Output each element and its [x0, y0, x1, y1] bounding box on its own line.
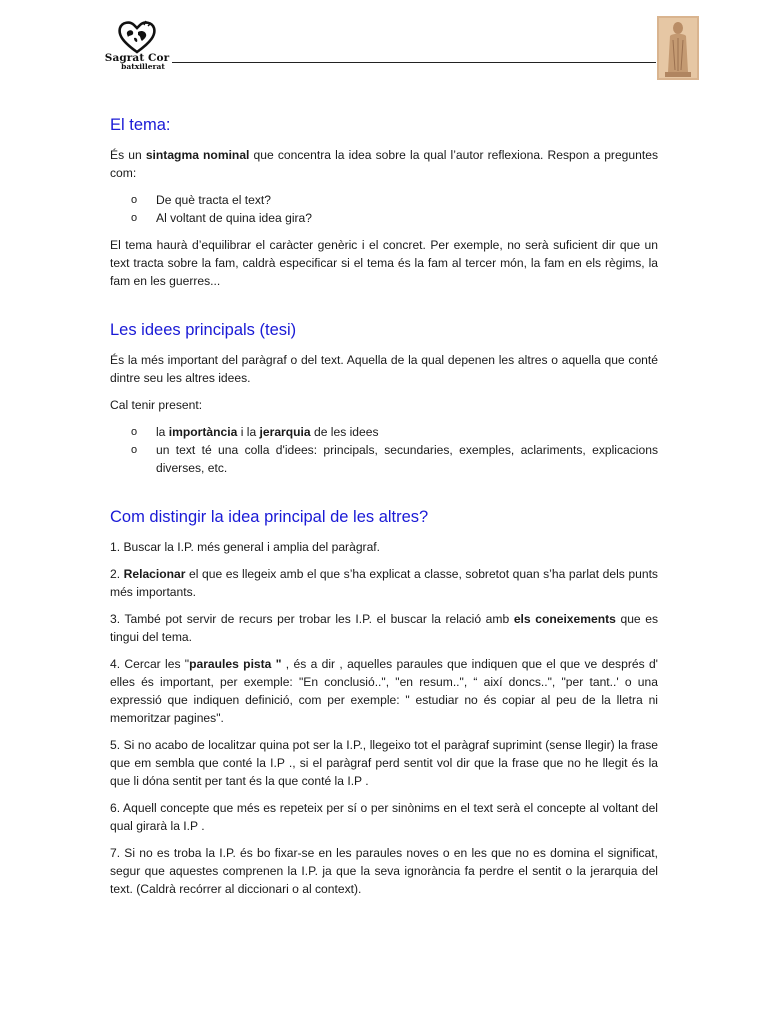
- numbered-item: 6. Aquell concepte que més es repeteix per sí o per sinònims en el text serà el concepte al voltant del qual girarà la I.P .: [110, 801, 658, 833]
- list-item: o un text té una colla d'idees: principals, secundaries, exemples, aclariments, explicacions diverses, etc.: [156, 441, 658, 477]
- text-run: la: [156, 425, 169, 439]
- text-run: que concentra la idea sobre la qual l’autor reflexiona. Respon a preguntes com:: [110, 148, 658, 180]
- section-title-idees-principals: Les idees principals (tesi): [110, 321, 297, 339]
- document-body: [110, 114, 658, 907]
- logo-name: Sagrat Cor: [104, 52, 170, 64]
- bold-term: importància: [168, 425, 238, 439]
- numbered-item: [110, 655, 658, 727]
- bold-term: Relacionar: [123, 567, 186, 581]
- paragraph: És la més important del paràgraf o del text. Aquella de la qual depenen les altres o aquella que conté dintre seu les altres idees.: [110, 353, 658, 385]
- bullet-list: [110, 423, 658, 477]
- text-run: 3. També pot servir de recurs per trobar les I.P. el buscar la relació amb: [110, 612, 514, 626]
- list-item: o Al voltant de quina idea gira?: [156, 209, 658, 227]
- paragraph: [110, 146, 658, 182]
- numbered-item: [110, 565, 658, 601]
- header-divider: [172, 62, 656, 63]
- numbered-item: 7. Si no es troba la I.P. és bo fixar-se en les paraules noves o en les que no es domina el significat, segur que aquestes comprenen la I.P. ja que la seva ignorància fa perdre el sentit o la jerarquia del text. (Caldrà recórrer al diccionari o al context).: [110, 846, 658, 896]
- text-run: 4. Cercar les ": [110, 657, 190, 671]
- paragraph: Cal tenir present:: [110, 398, 203, 412]
- numbered-item: [110, 610, 658, 646]
- bold-term: paraules pista ": [189, 657, 282, 671]
- text-run: , és a dir , aquelles paraules que indiquen que el que ve després d' elles és important, per exemple: "En conclusió..", "en resum..", “ així doncs..", "per tant..' o una expressió que indiquen definició, com per exemple: " estudiar no és copiar al peu de la lletra ni memoritzar pagines".: [110, 657, 658, 725]
- text-run: És un: [110, 148, 146, 162]
- bold-term: sintagma nominal: [145, 148, 250, 162]
- bullet-list: [110, 191, 658, 227]
- numbered-item: 1. Buscar la I.P. més general i amplia del paràgraf.: [110, 540, 381, 554]
- text-run: el que es llegeix amb el que s’ha explicat a classe, sobretot quan s’ha parlat dels punts més importants.: [110, 567, 658, 599]
- school-logo: [104, 20, 170, 80]
- logo-subtitle: batxillerat: [121, 62, 165, 71]
- text-run: i la: [237, 425, 260, 439]
- bold-term: els coneixements: [513, 612, 616, 626]
- page-header: [0, 0, 768, 90]
- bold-term: jerarquia: [259, 425, 311, 439]
- list-item: [156, 423, 658, 441]
- paragraph: El tema haurà d’equilibrar el caràcter genèric i el concret. Per exemple, no serà suficient dir que un text tracta sobre la fam, caldrà especificar si el tema és la fam al tercer món, la fam en els règims, la fam en les guerres...: [110, 238, 658, 288]
- section-title-com-distingir: Com distingir la idea principal de les altres?: [110, 508, 429, 526]
- list-item: o De què tracta el text?: [156, 191, 658, 209]
- heart-globe-icon: [117, 20, 157, 54]
- text-run: de les idees: [310, 425, 379, 439]
- text-run: 2.: [110, 567, 124, 581]
- text-run: que es tingui del tema.: [110, 612, 659, 644]
- section-title-tema: El tema:: [110, 116, 171, 134]
- statue-image: [657, 16, 699, 80]
- numbered-item: 5. Si no acabo de localitzar quina pot ser la I.P., llegeixo tot el paràgraf suprimint (sense llegir) la frase que em sembla que conté la I.P ., si el paràgraf perd sentit vol dir que la frase que no he llegit és la que li dóna sentit per tant és la que conté la I.P .: [110, 738, 658, 788]
